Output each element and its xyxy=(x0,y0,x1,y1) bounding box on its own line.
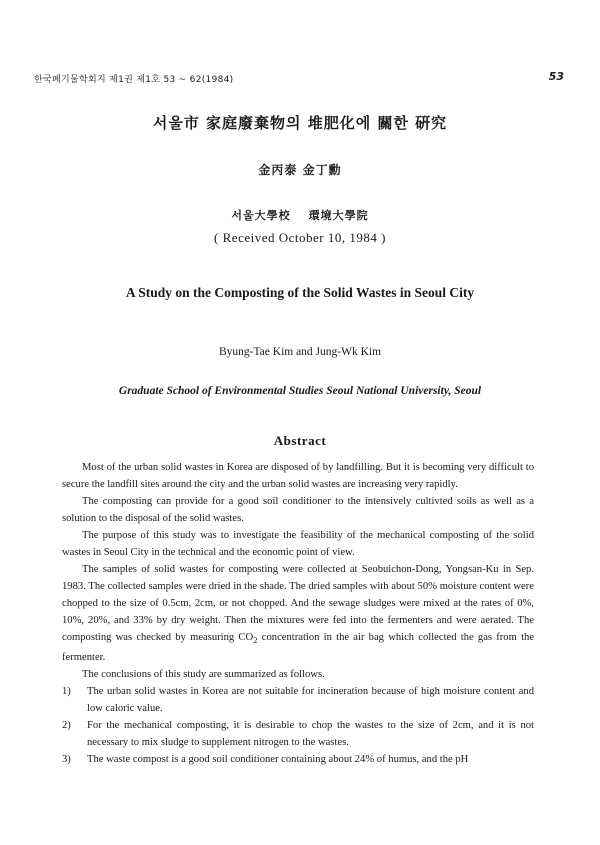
conclusion-text: The waste compost is a good soil conditioner containing about 24% of humus, and the pH xyxy=(87,754,469,766)
korean-affiliation-university: 서울大學校 xyxy=(231,209,291,222)
english-title: A Study on the Composting of the Solid Wastes in Seoul City xyxy=(125,285,475,300)
conclusion-item xyxy=(62,751,534,768)
english-authors: Byung-Tae Kim and Jung-Wk Kim xyxy=(218,346,382,358)
abstract-paragraph xyxy=(62,561,534,666)
korean-affiliation xyxy=(0,207,600,223)
conclusion-text: The urban solid wastes in Korea are not suitable for incineration because of high moisture content and low caloric value. xyxy=(87,686,534,715)
abstract-body xyxy=(62,459,534,768)
conclusion-text: For the mechanical composting, it is desirable to chop the wastes to the size of 2cm, and it is not necessary to mix sludge to supplement nitrogen to the wastes. xyxy=(87,720,534,749)
abstract-paragraph: The purpose of this study was to investigate the feasibility of the mechanical composting of the solid wastes in Seoul City in the technical and the economic point of view. xyxy=(62,530,534,558)
abstract-paragraph: Most of the urban solid wastes in Korea are disposed of by landfilling. But it is becoming very difficult to secure the landfill sites around the city and the urban solid wastes are increasing very rapidly. xyxy=(62,462,534,490)
conclusion-item xyxy=(62,683,534,717)
korean-title: 서울市 家庭廢棄物의 堆肥化에 關한 硏究 xyxy=(152,114,448,132)
abstract-heading: Abstract xyxy=(273,433,327,448)
methods-text-tail: concentration in the air bag which collected the gas from the fermenter. xyxy=(62,632,535,664)
korean-affiliation-school: 環境大學院 xyxy=(308,209,369,222)
korean-authors: 金丙泰 金丁勳 xyxy=(258,163,342,177)
methods-text: The samples of solid wastes for composting were collected at Seobuichon-Dong, Yongsan-Ku in Sep. 1983. The collected samples were dried in the shade. The dried samples with about 50% moisture content were chopped to the size of 0.5cm, 2cm, or not chopped. And the sewage sludges were mixed at the rates of 0%, 10%, 20%, and 33% by dry weight. Then the mixtures were fed into the fermenters and were aerated. The composting was checked by measuring CO xyxy=(62,564,534,643)
conclusion-item xyxy=(62,717,534,751)
running-head: 한국폐기물학회지 제1권 제1호 53 ~ 62(1984) xyxy=(34,75,234,85)
abstract-paragraph: The composting can provide for a good soil conditioner to the intensively cultivted soils as well as a solution to the disposal of the solid wastes. xyxy=(62,496,534,524)
conclusion-number: 2) xyxy=(62,720,71,732)
page-number: 53 xyxy=(548,70,564,83)
abstract-paragraph: The conclusions of this study are summarized as follows. xyxy=(82,669,325,681)
conclusion-number: 3) xyxy=(62,754,71,766)
conclusion-number: 1) xyxy=(62,686,71,698)
english-affiliation: Graduate School of Environmental Studies Seoul National University, Seoul xyxy=(118,385,482,397)
received-date: ( Received October 10, 1984 ) xyxy=(214,230,386,245)
conclusions-list xyxy=(62,683,534,768)
co2-subscript: 2 xyxy=(253,635,258,646)
